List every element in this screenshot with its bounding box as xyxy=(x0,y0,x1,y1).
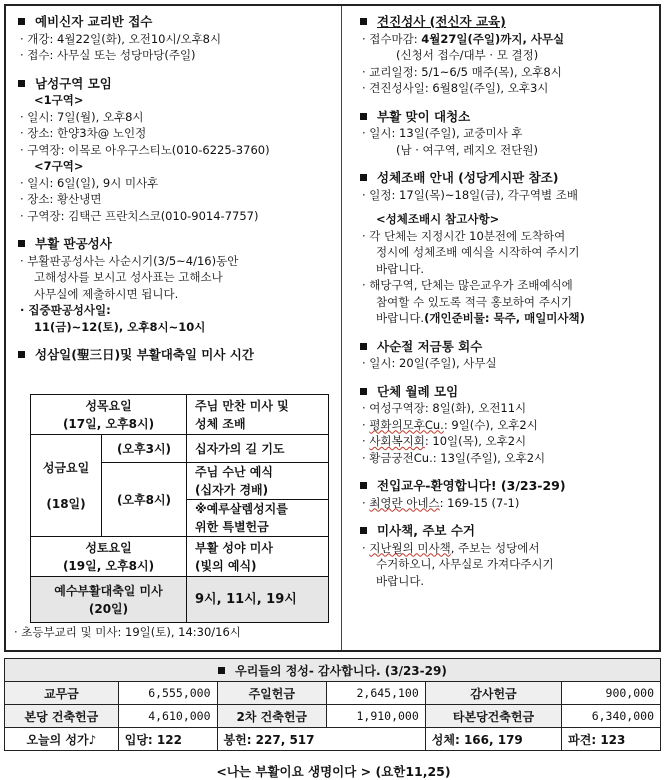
section-title: 남성구역 모임 xyxy=(14,76,338,93)
subheading: <1구역> xyxy=(34,93,84,107)
text-line: · 여성구역장: 8일(화), 오전11시 xyxy=(362,401,527,415)
text-line: · 교리일정: 5/1~6/5 매주(목), 오후8시 xyxy=(362,64,562,79)
text-line: · 개강: 4월22일(화), 오전10시/오후8시 xyxy=(20,31,222,46)
text-line: · 부활판공성사는 사순시기(3/5~4/16)동안 xyxy=(20,253,239,268)
section-title: 성체조배 안내 (성당게시판 참조) xyxy=(356,170,658,187)
table-cell: 성목요일 (17일, 오후8시) xyxy=(31,395,187,435)
text-line: · 지난월의 미사책, 주보는 성당에서 xyxy=(362,540,540,555)
table-cell: 봉헌: 227, 517 xyxy=(217,728,425,751)
section-title: 성삼일(聖三日)및 부활대축일 미사 시간 xyxy=(14,347,338,364)
text-line: · 접수마감: 4월27일(주일)까지, 사무실 xyxy=(362,31,565,46)
table-cell: 본당 건축헌금 xyxy=(5,705,119,728)
section-title: 예비신자 교리반 접수 xyxy=(14,14,338,31)
table-cell: 성토요일 (19일, 오후8시) xyxy=(31,537,187,577)
subheading: <7구역> xyxy=(34,159,84,173)
table-cell: 감사헌금 xyxy=(425,682,561,705)
table-cell: 2,645,100 xyxy=(327,682,426,705)
text-line: · 장소: 한양3차@ 노인정 xyxy=(20,126,147,140)
text-line: · 일시: 13일(주일), 교중미사 후 xyxy=(362,126,523,140)
table-cell: 4,610,000 xyxy=(118,705,217,728)
table-cell: 900,000 xyxy=(562,682,661,705)
section-title: 견진성사 (전신자 교육) xyxy=(356,14,658,31)
text-line: · 장소: 황산냉면 xyxy=(20,192,102,206)
text-line: 사무실에 제출하시면 됩니다. xyxy=(34,286,179,301)
text-line: · 황금궁전Cu.: 13일(주일), 오후2시 xyxy=(362,450,546,465)
table-cell: 타본당건축헌금 xyxy=(425,705,561,728)
text-line: · 집중판공성사일: xyxy=(20,303,111,317)
section-title: 전입교우-환영합니다! (3/23-29) xyxy=(356,478,658,495)
text-line: 수거하오니, 사무실로 가져다주시기 xyxy=(376,557,554,571)
table-cell: 9시, 11시, 19시 xyxy=(187,577,329,623)
section-title: 사순절 저금통 회수 xyxy=(356,339,658,356)
mass-schedule-table xyxy=(30,394,329,623)
text-line: · 견진성사일: 6월8일(주일), 오후3시 xyxy=(362,81,549,95)
text-line: 고해성사를 보시고 성사표는 고해소나 xyxy=(34,270,223,284)
text-line: · 일정: 17일(목)~18일(금), 각구역별 조배 xyxy=(362,187,578,202)
text-line: · 최영란 아네스: 169-15 (7-1) xyxy=(362,495,520,510)
section-title: 부활 맞이 대청소 xyxy=(356,109,658,126)
table-cell: 주님 수난 예식 (십자가 경배) xyxy=(187,463,329,500)
table-cell: 주일헌금 xyxy=(217,682,327,705)
table-cell: 파견: 123 xyxy=(562,728,661,751)
subheading: <성체조배시 참고사항> xyxy=(376,212,500,226)
table-cell: 성체: 166, 179 xyxy=(425,728,561,751)
text-line: 바랍니다.(개인준비물: 묵주, 매일미사책) xyxy=(376,311,585,325)
section-title: 미사책, 주보 수거 xyxy=(356,523,658,540)
table-cell: 2차 건축헌금 xyxy=(217,705,327,728)
table-cell: 교무금 xyxy=(5,682,119,705)
text-line: 바랍니다. xyxy=(376,573,425,588)
text-line: (신청서 접수/대부 · 모 결정) xyxy=(396,48,539,62)
text-line: 참여할 수 있도록 적극 홍보하여 주시기 xyxy=(376,294,573,309)
left-column xyxy=(14,14,338,364)
offerings-table xyxy=(4,658,661,751)
table-cell: (오후3시) xyxy=(102,435,187,463)
section-title: 부활 판공성사 xyxy=(14,236,338,253)
text-line: · 각 단체는 지정시간 10분전에 도착하여 xyxy=(362,228,566,243)
text-line: · 평화의모후Cu.: 9일(수), 오후2시 xyxy=(362,417,538,432)
table-cell: (오후8시) xyxy=(102,463,187,537)
text-line: · 일시: 6일(일), 9시 미사후 xyxy=(20,175,159,190)
text-line: · 일시: 20일(주일), 사무실 xyxy=(362,356,497,370)
table-title: 우리들의 정성- 감사합니다. (3/23-29) xyxy=(5,659,661,682)
right-column xyxy=(356,14,658,589)
scripture-footer: <나는 부활이요 생명이다 > (요한11,25) xyxy=(216,764,451,779)
table-cell: 부활 성야 미사 (빛의 예식) xyxy=(187,537,329,577)
text-line: · 사회복지회: 10일(목), 오후2시 xyxy=(362,434,527,448)
text-line: 11(금)~12(토), 오후8시~10시 xyxy=(34,319,206,334)
text-line: · 구역장: 이목로 아우구스티노(010-6225-3760) xyxy=(20,142,270,157)
table-cell: 주님 만찬 미사 및 성체 조배 xyxy=(187,395,329,435)
table-cell: 오늘의 성가♪ xyxy=(5,728,119,751)
table-cell: ※예루살렘성지를 위한 특별헌금 xyxy=(187,500,329,537)
table-cell: 예수부활대축일 미사 (20일) xyxy=(31,577,187,623)
table-cell: 1,910,000 xyxy=(327,705,426,728)
text-line: · 접수: 사무실 또는 성당마당(주일) xyxy=(20,48,196,62)
table-cell: 십자가의 길 기도 xyxy=(187,435,329,463)
text-line: 바랍니다. xyxy=(376,261,425,276)
table-cell: 6,340,000 xyxy=(562,705,661,728)
section-title: 단체 월례 모임 xyxy=(356,384,658,401)
table-cell: 6,555,000 xyxy=(118,682,217,705)
text-line: · 일시: 7일(월), 오후8시 xyxy=(20,109,144,124)
table-cell: 성금요일 (18일) xyxy=(31,435,102,537)
text-line: · 해당구역, 단체는 많은교우가 조배예식에 xyxy=(362,278,573,292)
text-line: 정시에 성체조배 예식을 시작하여 주시기 xyxy=(376,245,580,259)
children-mass-note: · 초등부교리 및 미사: 19일(토), 14:30/16시 xyxy=(14,625,241,639)
text-line: (남 · 여구역, 레지오 전단원) xyxy=(396,142,538,157)
column-divider xyxy=(341,6,342,650)
table-cell: 입당: 122 xyxy=(118,728,217,751)
text-line: · 구역장: 김택근 프란치스코(010-9014-7757) xyxy=(20,208,259,223)
